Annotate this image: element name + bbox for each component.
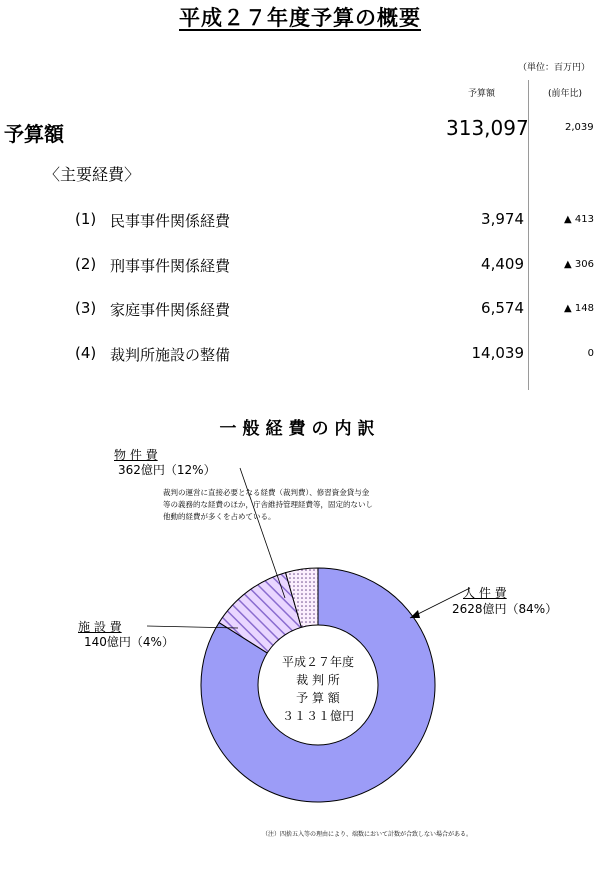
- unit-label: （単位：百万円）: [517, 63, 590, 73]
- row-number: (1): [75, 210, 97, 228]
- budget-header: 予算額: [468, 89, 496, 99]
- row-prev: 0: [587, 348, 594, 359]
- row-label: 民事事件関係経費: [110, 212, 231, 230]
- prev-header: (前年比): [548, 89, 583, 99]
- row-prev: ▲ 148: [564, 303, 594, 314]
- total-label: 予算額: [4, 122, 64, 146]
- subheading: 〈主要経費〉: [44, 165, 141, 184]
- total-prev: 2,039: [565, 122, 594, 133]
- row-prev: ▲ 413: [564, 214, 594, 225]
- goods-value: 362億円（12%）: [118, 463, 216, 477]
- goods-name: 物 件 費: [114, 448, 158, 462]
- personnel-value: 2628億円（84%）: [452, 602, 558, 616]
- center-line-3: 予 算 額: [296, 691, 340, 705]
- row-number: (4): [75, 344, 97, 362]
- facility-name: 施 設 費: [78, 620, 122, 634]
- row-label: 裁判所施設の整備: [110, 346, 231, 364]
- row-value: 4,409: [481, 255, 524, 273]
- page-title: 平成２７年度予算の概要: [179, 6, 421, 30]
- personnel-label: [463, 584, 507, 601]
- total-value: 313,097: [446, 116, 529, 140]
- breakdown-title: 一般経費の内訳: [219, 419, 381, 439]
- center-line-4: ３１３１億円: [281, 709, 354, 723]
- center-line-2: 裁 判 所: [296, 673, 340, 687]
- footnote: （注）四捨五入等の理由により、端数において計数が合致しない場合がある。: [262, 831, 473, 838]
- row-number: (3): [75, 299, 97, 317]
- row-number: (2): [75, 255, 97, 273]
- personnel-name: 人 件 費: [463, 586, 507, 600]
- chart-center-label: [258, 653, 378, 725]
- center-line-1: 平成２７年度: [281, 655, 354, 669]
- row-value: 6,574: [481, 299, 524, 317]
- row-value: 14,039: [471, 344, 524, 362]
- row-label: 刑事事件関係経費: [110, 257, 231, 275]
- row-label: 家庭事件関係経費: [110, 301, 231, 319]
- row-value: 3,974: [481, 210, 524, 228]
- goods-description: 裁判の運営に直接必要となる経費（裁判費）、修習資金貸与金等の義務的な経費のほか，庁舎維持管理経費等，固定的ないし他動的経費が多くを占めている。: [163, 488, 373, 521]
- row-prev: ▲ 306: [564, 259, 594, 270]
- facility-value: 140億円（4%）: [84, 635, 174, 649]
